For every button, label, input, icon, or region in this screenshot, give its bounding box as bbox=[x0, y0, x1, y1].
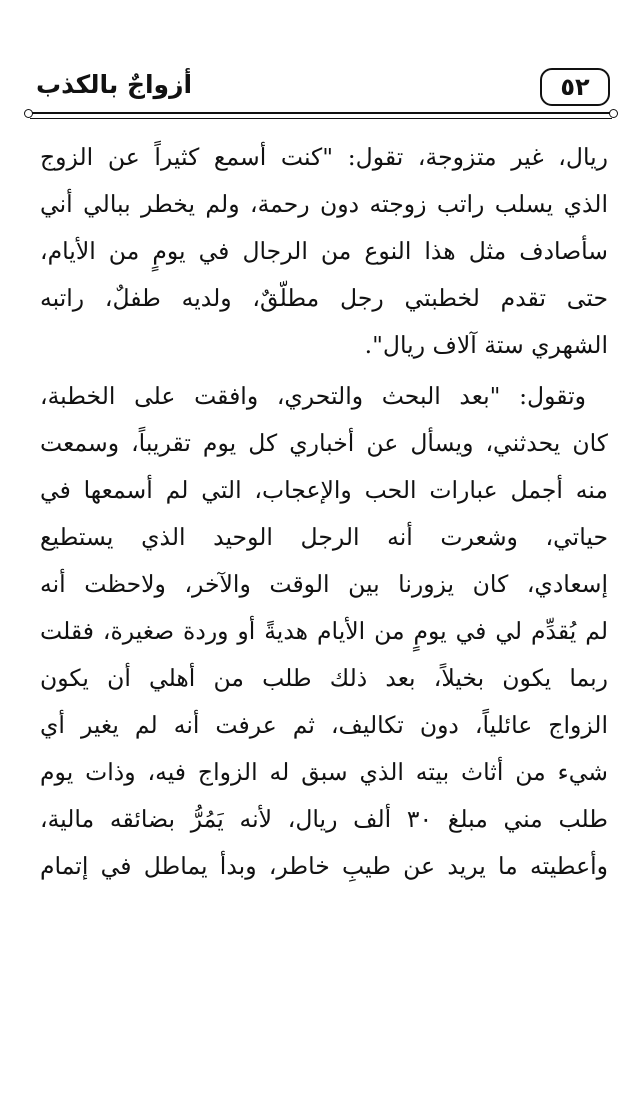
text-line: ريال، غير متزوجة، تقول: "كنت أسمع كثيراً عن الزوج bbox=[40, 143, 608, 171]
text-line: وأعطيته ما يريد عن طيبِ خاطر، وبدأ يماطل في إتمام bbox=[40, 852, 608, 880]
text-line: حياتي، وشعرت أنه الرجل الوحيد الذي يستطيع bbox=[40, 523, 608, 551]
body-text bbox=[40, 134, 608, 890]
text-line: كان يحدثني، ويسأل عن أخباري كل يوم تقريباً، وسمعت bbox=[40, 429, 608, 457]
text-line: منه أجمل عبارات الحب والإعجاب، التي لم أسمعها في bbox=[40, 476, 608, 504]
paragraph-1 bbox=[40, 134, 608, 369]
running-title: أزواجٌ بالكذب bbox=[36, 70, 193, 99]
text-line: ربما يكون بخيلاً، بعد ذلك طلب من أهلي أن يكون bbox=[40, 664, 608, 692]
text-line: لم يُقدِّم لي في يومٍ من الأيام هديةً أو وردة صغيرة، فقلت bbox=[40, 617, 608, 645]
text-line: الشهري ستة آلاف ريال". bbox=[364, 331, 608, 359]
text-line: الذي يسلب راتب زوجته دون رحمة، ولم يخطر ببالي أني bbox=[40, 190, 608, 218]
page-number: ٥٢ bbox=[540, 68, 610, 106]
text-line: طلب مني مبلغ ٣٠ ألف ريال، لأنه يَمُرُّ بضائقه مالية، bbox=[40, 805, 609, 833]
text-line: الزواج عائلياً، دون تكاليف، ثم عرفت أنه لم يغير أي bbox=[40, 711, 608, 739]
header-divider bbox=[30, 112, 612, 119]
text-line: سأصادف مثل هذا النوع من الرجال في يومٍ من الأيام، bbox=[40, 237, 608, 265]
paragraph-2 bbox=[40, 373, 608, 890]
text-line: وتقول: "بعد البحث والتحري، وافقت على الخطبة، bbox=[40, 382, 586, 410]
page-header bbox=[32, 68, 610, 112]
text-line: شيء من أثاث بيته الذي سبق له الزواج فيه، وذات يوم bbox=[40, 758, 608, 786]
text-line: إسعادي، كان يزورنا بين الوقت والآخر، ولاحظت أنه bbox=[40, 570, 608, 598]
text-line: حتى تقدم لخطبتي رجل مطلّقٌ، ولديه طفلٌ، راتبه bbox=[40, 284, 608, 312]
